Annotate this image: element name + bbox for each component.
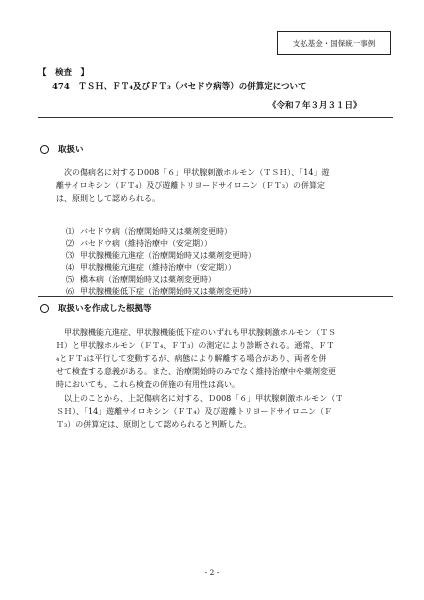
section1-heading xyxy=(40,143,84,155)
circle-bullet-icon xyxy=(40,145,49,154)
rationale-paragraph-2 xyxy=(56,392,396,431)
list-item: ⑶ 甲状腺機能亢進症（治療開始時又は薬剤変更時） xyxy=(66,251,256,260)
rationale-paragraph-1 xyxy=(56,326,396,391)
section-tag: 【 検査 】 xyxy=(38,68,90,78)
section1-intro xyxy=(56,166,396,205)
divider-middle xyxy=(38,296,393,297)
para-line: 甲状腺機能亢進症、甲状腺機能低下症のいずれも甲状腺刺激ホルモン（ＴＳ xyxy=(56,328,336,337)
intro-line: 次の傷病名に対するＤ008「６」甲状腺刺激ホルモン（ＴＳＨ）、「14」遊 xyxy=(56,168,330,177)
list-item: ⑷ 甲状腺機能亢進症（維持治療中（安定期）） xyxy=(66,263,236,272)
para-line: 時においても、これら検査の併施の有用性は高い。 xyxy=(56,380,240,389)
section1-heading-text: 取扱い xyxy=(58,145,84,155)
para-line: 以上のことから、上記傷病名に対する、Ｄ008「６」甲状腺刺激ホルモン（Ｔ xyxy=(56,394,344,403)
page-number: - 2 - xyxy=(204,568,220,577)
intro-line: は、原則として認められる。 xyxy=(56,194,160,203)
diagnosis-list xyxy=(66,226,256,298)
para-line: Ｈ）と甲状腺ホルモン（ＦＴ₄、ＦＴ₃）の測定により診断される。通常、ＦＴ xyxy=(56,341,335,350)
para-line: ＳＨ）、「14」遊離サイロキシン（ＦＴ₄）及び遊離トリヨードサイロニン（Ｆ xyxy=(56,407,332,416)
para-line: ₄とＦＴ₃は平行して変動するが、病態により解離する場合があり、両者を併 xyxy=(56,354,327,363)
divider-top xyxy=(38,117,393,118)
para-line: せて検査する意義がある。また、治療開始時のみでなく維持治療中や薬剤変更 xyxy=(56,367,336,376)
circle-bullet-icon xyxy=(40,304,49,313)
section2-heading-text: 取扱いを作成した根拠等 xyxy=(58,304,152,314)
list-item: ⑵ バセドウ病（維持治療中（安定期）） xyxy=(66,239,212,248)
document-date: 《令和７年３月３１日》 xyxy=(268,101,362,111)
para-line: Ｔ₃）の併算定は、原則として認められると判断した。 xyxy=(56,420,252,429)
list-item: ⑴ バセドウ病（治療開始時又は薬剤変更時） xyxy=(66,227,232,236)
list-item: ⑸ 橋本病（治療開始時又は薬剤変更時） xyxy=(66,275,216,284)
category-badge: 支払基金・国保統一事例 xyxy=(277,31,391,55)
section2-heading xyxy=(40,302,152,314)
list-item: ⑹ 甲状腺機能低下症（治療開始時又は薬剤変更時） xyxy=(66,287,256,296)
document-title: 474 ＴＳＨ、ＦＴ₄及びＦＴ₃（バセドウ病等）の併算定について xyxy=(52,82,307,92)
intro-line: 離サイロキシン（ＦＴ₄）及び遊離トリヨードサイロニン（ＦＴ₃）の併算定 xyxy=(56,181,326,190)
